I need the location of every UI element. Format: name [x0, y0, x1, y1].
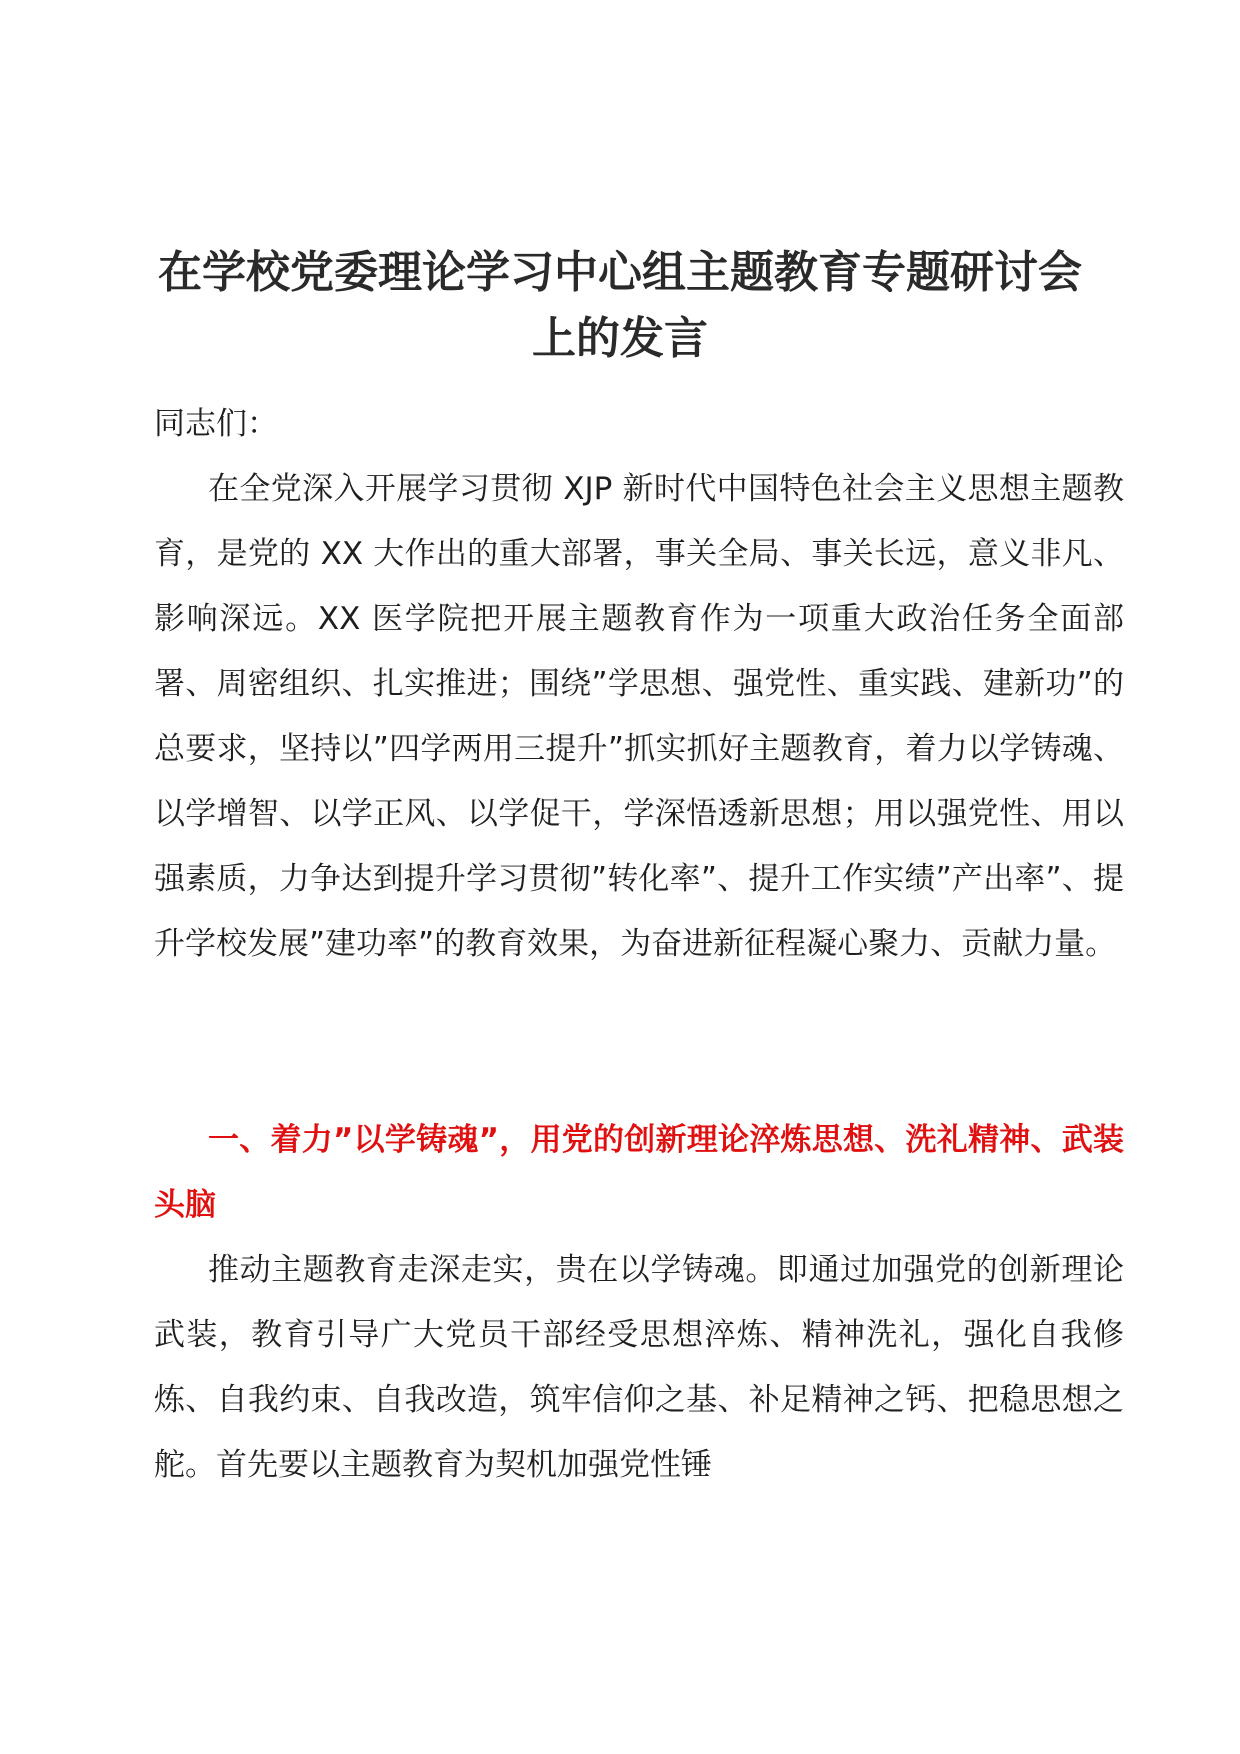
- section-heading-1: 一、着力”以学铸魂”，用党的创新理论淬炼思想、洗礼精神、武装头脑: [154, 1122, 1124, 1223]
- page-title: 在学校党委理论学习中心组主题教育专题研讨会上的发言: [158, 247, 1082, 364]
- paragraph-section-1: 推动主题教育走深走实，贵在以学铸魂。即通过加强党的创新理论武装，教育引导广大党员干部经受思想淬炼、精神洗礼，强化自我修炼、自我约束、自我改造，筑牢信仰之基、补足精神之钙、把稳思想之舵。首先要以主题教育为契机加强党性锤: [154, 1252, 1124, 1483]
- paragraph-intro: 在全党深入开展学习贯彻 XJP 新时代中国特色社会主义思想主题教育，是党的 XX 大作出的重大部署，事关全局、事关长远，意义非凡、影响深远。XX 医学院把开展主题教育作为一项重大政治任务全面部署、周密组织、扎实推进；围绕”学思想、强党性、重实践、建新功”的总要求，坚持以”四学两用三提升”抓实抓好主题教育，着力以学铸魂、以学增智、以学正风、以学促干，学深悟透新思想；用以强党性、用以强素质，力争达到提升学习贯彻”转化率”、提升工作实绩”产出率”、提升学校发展”建功率”的教育效果，为奋进新征程凝心聚力、贡献力量。: [154, 471, 1124, 962]
- salutation: 同志们：: [154, 406, 278, 442]
